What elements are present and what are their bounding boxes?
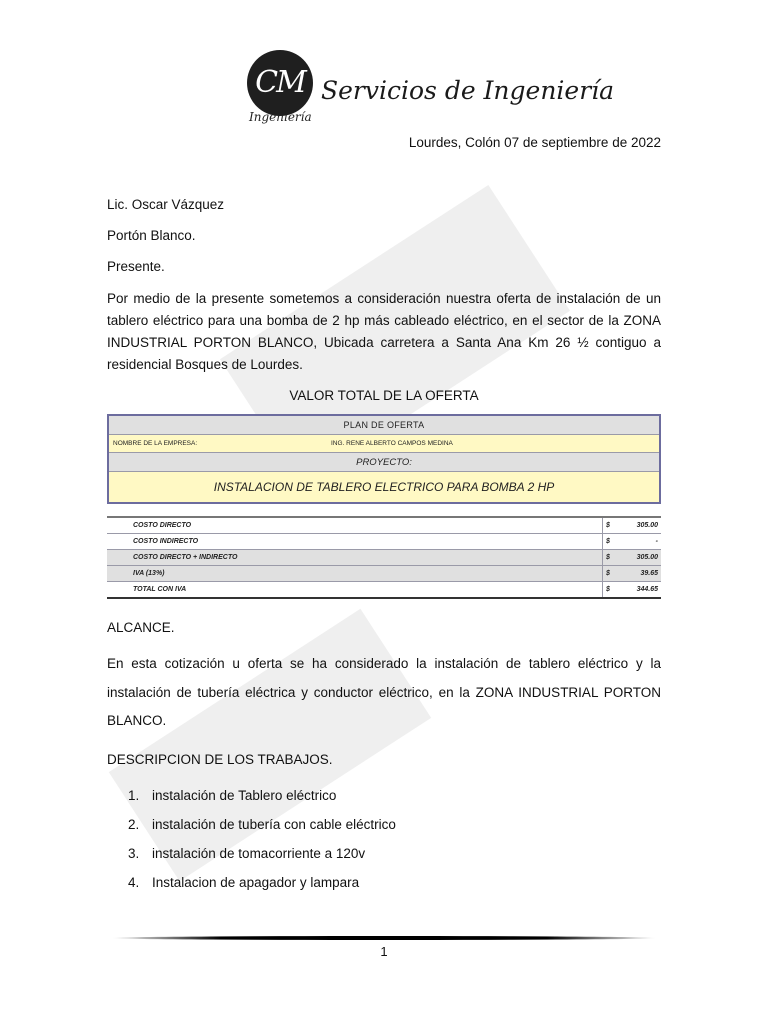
logo-monogram: CM <box>247 50 313 116</box>
scope-paragraph: En esta cotización u oferta se ha considerado la instalación de tablero eléctrico y la instalación de tubería eléctrica y conductor eléctrico, en la ZONA INDUSTRIAL PORTON BLANCO. <box>107 656 661 728</box>
cost-currency: $ <box>603 582 619 599</box>
recipient-company: Portón Blanco. <box>107 228 196 243</box>
list-item <box>128 788 396 817</box>
cost-currency: $ <box>603 550 619 566</box>
cost-currency: $ <box>603 517 619 534</box>
cost-currency: $ <box>603 534 619 550</box>
company-label: NOMBRE DE LA EMPRESA: <box>108 435 327 453</box>
work-list <box>128 788 396 904</box>
cost-amount: 344.65 <box>618 582 661 599</box>
list-item <box>128 846 396 875</box>
list-text: instalación de tubería con cable eléctrico <box>152 817 396 832</box>
cost-label: COSTO DIRECTO + INDIRECTO <box>107 550 603 566</box>
date-line: Lourdes, Colón 07 de septiembre de 2022 <box>408 135 661 150</box>
cost-label: COSTO INDIRECTO <box>107 534 603 550</box>
work-heading: DESCRIPCION DE LOS TRABAJOS. <box>107 752 333 767</box>
cost-amount: 305.00 <box>618 517 661 534</box>
cost-row <box>107 534 661 550</box>
company-logo <box>247 50 615 130</box>
company-value: ING. RENE ALBERTO CAMPOS MEDINA <box>327 435 660 453</box>
list-number: 3. <box>128 846 140 861</box>
footer-divider <box>112 936 656 940</box>
logo-subtitle: Ingeniería <box>249 110 312 124</box>
offer-plan-table <box>107 414 661 504</box>
cost-row <box>107 550 661 566</box>
list-item <box>128 875 396 904</box>
cost-table <box>107 516 661 599</box>
cost-amount: 305.00 <box>618 550 661 566</box>
cost-label: TOTAL CON IVA <box>107 582 603 599</box>
list-number: 4. <box>128 875 140 890</box>
cost-label: IVA (13%) <box>107 566 603 582</box>
cost-row <box>107 566 661 582</box>
list-text: Instalacion de apagador y lampara <box>152 875 360 890</box>
recipient-name: Lic. Oscar Vázquez <box>107 197 225 212</box>
cost-row <box>107 517 661 534</box>
list-text: instalación de Tablero eléctrico <box>152 788 337 803</box>
intro-paragraph: Por medio de la presente sometemos a consideración nuestra oferta de instalación de un tablero eléctrico para una bomba de 2 hp más cableado eléctrico, en el sector de la ZONA INDUSTRIAL PORTON BLANCO, Ubicada carretera a Santa Ana Km 26 ½ contiguo a residencial Bosques de Lourdes. <box>107 291 661 372</box>
project-title: INSTALACION DE TABLERO ELECTRICO PARA BOMBA 2 HP <box>108 472 660 504</box>
cost-amount: 39.65 <box>618 566 661 582</box>
greeting: Presente. <box>107 259 165 274</box>
cost-currency: $ <box>603 566 619 582</box>
list-item <box>128 817 396 846</box>
list-number: 1. <box>128 788 140 803</box>
plan-header: PLAN DE OFERTA <box>108 415 660 435</box>
cost-row-total <box>107 582 661 599</box>
list-text: instalación de tomacorriente a 120v <box>152 846 366 861</box>
cost-amount: - <box>618 534 661 550</box>
scope-heading: ALCANCE. <box>107 620 175 635</box>
offer-heading: VALOR TOTAL DE LA OFERTA <box>289 388 479 403</box>
logo-company-name: Servicios de Ingeniería <box>321 76 615 105</box>
project-label: PROYECTO: <box>108 453 660 472</box>
list-number: 2. <box>128 817 140 832</box>
cost-label: COSTO DIRECTO <box>107 517 603 534</box>
page-number: 1 <box>380 944 388 959</box>
